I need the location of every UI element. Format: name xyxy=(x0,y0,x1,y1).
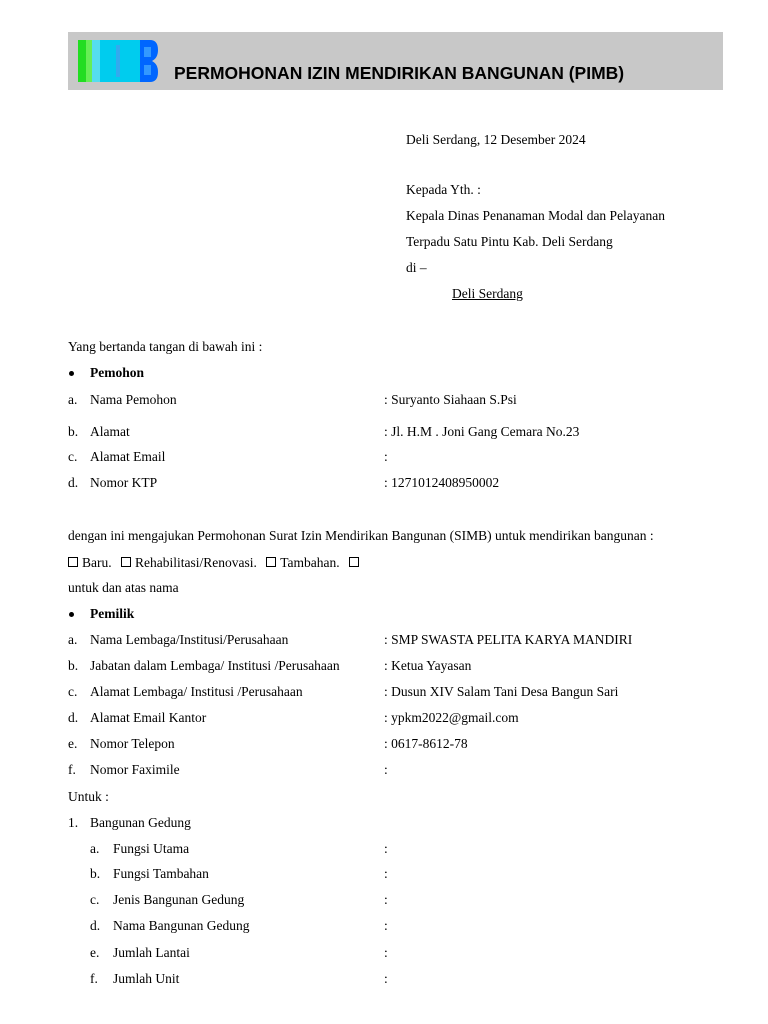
untuk-value: : xyxy=(384,841,388,856)
checkbox-icon[interactable] xyxy=(266,557,276,567)
untuk-value: : xyxy=(384,866,388,881)
untuk-value: : xyxy=(384,945,388,960)
form-title: PERMOHONAN IZIN MENDIRIKAN BANGUNAN (PIMB) xyxy=(174,63,625,83)
untuk-label-row: Fungsi Tambahan xyxy=(113,866,209,881)
pemohon-index: c. xyxy=(68,449,78,464)
untuk-label: Untuk : xyxy=(68,789,109,804)
untuk-value: : xyxy=(384,892,388,907)
pemilik-value: : xyxy=(384,762,388,777)
untuk-label-row: Fungsi Utama xyxy=(113,841,190,856)
untuk-item-index: 1. xyxy=(68,815,79,830)
pemilik-value: : 0617-8612-78 xyxy=(384,736,468,751)
option-tambahan[interactable]: Tambahan. xyxy=(266,555,339,571)
pemilik-index: c. xyxy=(68,684,78,699)
untuk-label-row: Jumlah Lantai xyxy=(113,945,190,960)
option-blank[interactable] xyxy=(349,555,363,571)
untuk-index: c. xyxy=(90,892,100,907)
pemohon-value: : xyxy=(384,449,388,464)
pemohon-heading: Pemohon xyxy=(90,365,144,380)
pemilik-label: Alamat Lembaga/ Institusi /Perusahaan xyxy=(90,684,303,699)
checkbox-icon[interactable] xyxy=(121,557,131,567)
request-text: dengan ini mengajukan Permohonan Surat Izin Mendirikan Bangunan (SIMB) untuk mendirikan bangunan : xyxy=(68,528,654,543)
untuk-index: b. xyxy=(90,866,101,881)
untuk-value: : xyxy=(384,971,388,986)
pemohon-label: Alamat xyxy=(90,424,130,439)
pemohon-index: d. xyxy=(68,475,79,490)
untuk-index: d. xyxy=(90,918,101,933)
pemilik-label: Nomor Telepon xyxy=(90,736,175,751)
pemohon-value: : Suryanto Siahaan S.Psi xyxy=(384,392,517,407)
pemilik-index: b. xyxy=(68,658,79,673)
pemilik-value: : SMP SWASTA PELITA KARYA MANDIRI xyxy=(384,632,633,647)
untuk-value: : xyxy=(384,918,388,933)
imb-logo xyxy=(78,40,158,82)
pemilik-label: Nama Lembaga/Institusi/Perusahaan xyxy=(90,632,289,647)
pemilik-value: : Dusun XIV Salam Tani Desa Bangun Sari xyxy=(384,684,619,699)
pemohon-label: Nama Pemohon xyxy=(90,392,177,407)
option-rehabilitasi[interactable]: Rehabilitasi/Renovasi. xyxy=(121,555,257,571)
pemohon-value: : 1271012408950002 xyxy=(384,475,500,490)
bullet-icon xyxy=(69,612,74,617)
pemohon-label: Nomor KTP xyxy=(90,475,158,490)
pemilik-label: Nomor Faximile xyxy=(90,762,180,777)
pemohon-value: : Jl. H.M . Joni Gang Cemara No.23 xyxy=(384,424,580,439)
untuk-index: a. xyxy=(90,841,100,856)
pemohon-index: b. xyxy=(68,424,79,439)
recipient-city: Deli Serdang xyxy=(452,286,523,301)
untuk-item-label: Bangunan Gedung xyxy=(90,815,191,830)
building-type-options xyxy=(68,555,369,571)
pemilik-index: f. xyxy=(68,762,76,777)
untuk-label-row: Jenis Bangunan Gedung xyxy=(113,892,245,907)
recipient-line-1: Kepala Dinas Penanaman Modal dan Pelayanan xyxy=(406,208,666,223)
pemohon-label: Alamat Email xyxy=(90,449,166,464)
recipient-line-2: Terpadu Satu Pintu Kab. Deli Serdang xyxy=(406,234,613,249)
header-banner xyxy=(68,32,723,90)
pemilik-value: : Ketua Yayasan xyxy=(384,658,472,673)
place-date: Deli Serdang, 12 Desember 2024 xyxy=(406,132,586,147)
untuk-label-row: Nama Bangunan Gedung xyxy=(113,918,250,933)
option-baru[interactable]: Baru. xyxy=(68,555,112,571)
checkbox-icon[interactable] xyxy=(68,557,78,567)
recipient-label: Kepada Yth. : xyxy=(406,182,481,197)
untuk-label-row: Jumlah Unit xyxy=(113,971,180,986)
bullet-icon xyxy=(69,371,74,376)
checkbox-icon[interactable] xyxy=(349,557,359,567)
pemilik-index: a. xyxy=(68,632,78,647)
untuk-index: e. xyxy=(90,945,100,960)
pemilik-label: Jabatan dalam Lembaga/ Institusi /Perusahaan xyxy=(90,658,340,673)
untuk-index: f. xyxy=(90,971,98,986)
intro-text: Yang bertanda tangan di bawah ini : xyxy=(68,339,263,354)
pemilik-value: : ypkm2022@gmail.com xyxy=(384,710,519,725)
pemohon-index: a. xyxy=(68,392,78,407)
pemilik-index: e. xyxy=(68,736,78,751)
recipient-di: di – xyxy=(406,260,427,275)
pemilik-label: Alamat Email Kantor xyxy=(90,710,207,725)
pemilik-index: d. xyxy=(68,710,79,725)
on-behalf-text: untuk dan atas nama xyxy=(68,580,179,595)
pemilik-heading: Pemilik xyxy=(90,606,135,621)
